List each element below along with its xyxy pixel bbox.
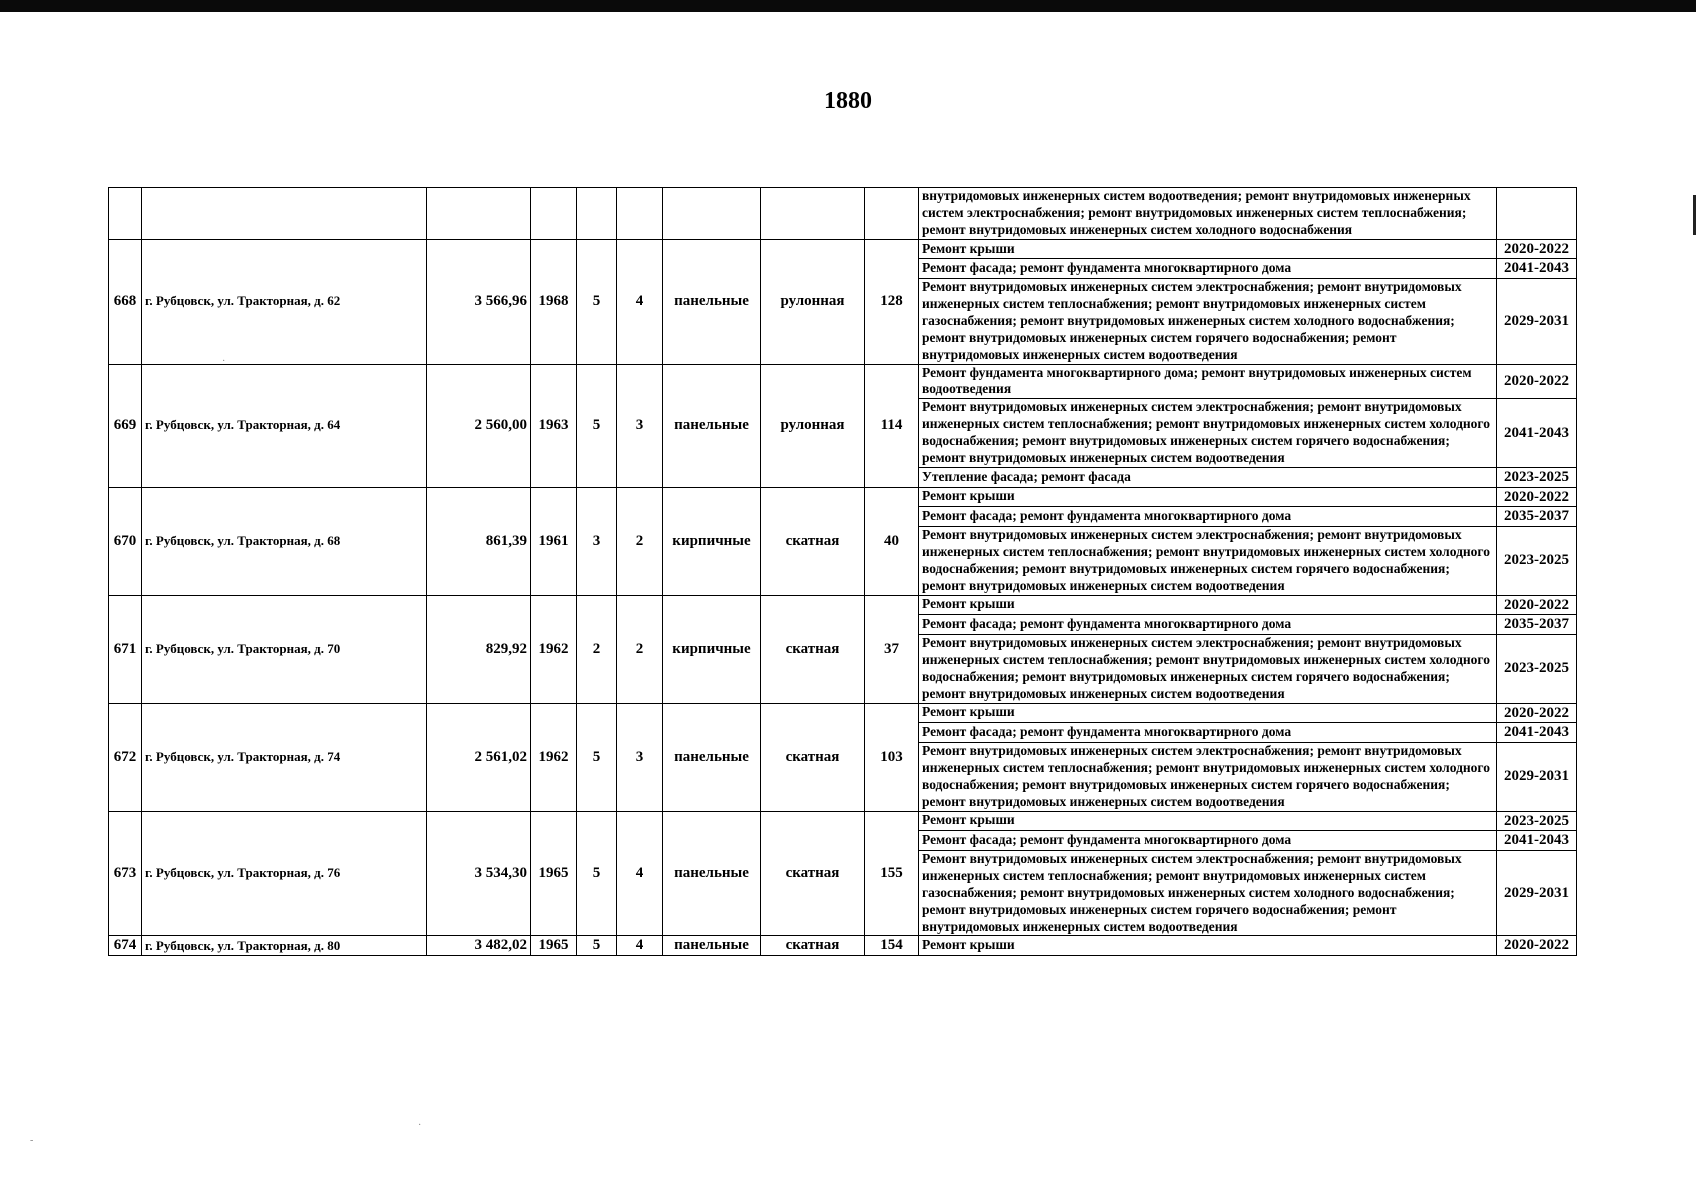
entrances-cell: 4	[617, 239, 663, 364]
residents-cell: 154	[865, 936, 919, 956]
address-cell: г. Рубцовск, ул. Тракторная, д. 70	[142, 595, 427, 703]
roof-cell: скатная	[761, 811, 865, 936]
years-cell: 2041-2043	[1497, 831, 1577, 851]
num-cell: 670	[109, 487, 142, 595]
residents-cell: 37	[865, 595, 919, 703]
walls-cell: кирпичные	[663, 595, 761, 703]
table-body	[109, 188, 1577, 956]
work-cell: Ремонт крыши	[919, 487, 1497, 507]
year-cell	[531, 188, 577, 240]
work-cell: Ремонт фундамента многоквартирного дома; ремонт внутридомовых инженерных систем водоотведения	[919, 364, 1497, 399]
address-cell: г. Рубцовск, ул. Тракторная, д. 80	[142, 936, 427, 956]
num-cell	[109, 188, 142, 240]
years-cell: 2029-2031	[1497, 279, 1577, 364]
address-cell: г. Рубцовск, ул. Тракторная, д. 74	[142, 703, 427, 811]
table-row	[109, 239, 1577, 259]
years-cell: 2023-2025	[1497, 467, 1577, 487]
work-cell: Ремонт фасада; ремонт фундамента многоквартирного дома	[919, 831, 1497, 851]
floors-cell: 5	[577, 364, 617, 487]
floors-cell: 5	[577, 811, 617, 936]
area-cell: 3 566,96	[427, 239, 531, 364]
area-cell: 3 482,02	[427, 936, 531, 956]
year-cell: 1968	[531, 239, 577, 364]
work-cell: Ремонт фасада; ремонт фундамента многоквартирного дома	[919, 723, 1497, 743]
table-row	[109, 703, 1577, 723]
residents-cell: 155	[865, 811, 919, 936]
roof-cell: скатная	[761, 487, 865, 595]
work-cell: Ремонт крыши	[919, 595, 1497, 615]
floors-cell: 3	[577, 487, 617, 595]
work-cell: Ремонт крыши	[919, 811, 1497, 831]
roof-cell: рулонная	[761, 364, 865, 487]
years-cell: 2020-2022	[1497, 703, 1577, 723]
residents-cell: 40	[865, 487, 919, 595]
work-cell: Ремонт внутридомовых инженерных систем электроснабжения; ремонт внутридомовых инженерных систем теплоснабжения; ремонт внутридомовых инженерных систем холодного водоснабжения; ремонт внутридомовых инженерных систем горячего водоснабжения; ремонт внутридомовых инженерных систем водоотведения	[919, 635, 1497, 704]
address-cell: г. Рубцовск, ул. Тракторная, д. 62	[142, 239, 427, 364]
entrances-cell: 4	[617, 811, 663, 936]
years-cell: 2020-2022	[1497, 936, 1577, 956]
entrances-cell: 2	[617, 487, 663, 595]
walls-cell: панельные	[663, 811, 761, 936]
table-row	[109, 364, 1577, 399]
floors-cell: 5	[577, 703, 617, 811]
table-row	[109, 811, 1577, 831]
year-cell: 1962	[531, 595, 577, 703]
years-cell: 2020-2022	[1497, 595, 1577, 615]
years-cell: 2020-2022	[1497, 487, 1577, 507]
work-cell: Ремонт фасада; ремонт фундамента многоквартирного дома	[919, 259, 1497, 279]
entrances-cell: 2	[617, 595, 663, 703]
area-cell: 2 561,02	[427, 703, 531, 811]
walls-cell: кирпичные	[663, 487, 761, 595]
floors-cell: 5	[577, 239, 617, 364]
num-cell: 671	[109, 595, 142, 703]
roof-cell: скатная	[761, 595, 865, 703]
work-cell: Ремонт внутридомовых инженерных систем электроснабжения; ремонт внутридомовых инженерных систем теплоснабжения; ремонт внутридомовых инженерных систем холодного водоснабжения; ремонт внутридомовых инженерных систем горячего водоснабжения; ремонт внутридомовых инженерных систем водоотведения	[919, 399, 1497, 468]
year-cell: 1963	[531, 364, 577, 487]
years-cell	[1497, 188, 1577, 240]
walls-cell: панельные	[663, 703, 761, 811]
num-cell: 674	[109, 936, 142, 956]
work-cell: Ремонт внутридомовых инженерных систем электроснабжения; ремонт внутридомовых инженерных систем теплоснабжения; ремонт внутридомовых инженерных систем холодного водоснабжения; ремонт внутридомовых инженерных систем горячего водоснабжения; ремонт внутридомовых инженерных систем водоотведения	[919, 527, 1497, 596]
num-cell: 669	[109, 364, 142, 487]
year-cell: 1965	[531, 811, 577, 936]
years-cell: 2020-2022	[1497, 364, 1577, 399]
scan-speck: ·	[222, 356, 226, 367]
scan-speck: -	[30, 1135, 34, 1146]
area-cell: 829,92	[427, 595, 531, 703]
floors-cell	[577, 188, 617, 240]
year-cell: 1962	[531, 703, 577, 811]
num-cell: 672	[109, 703, 142, 811]
walls-cell: панельные	[663, 936, 761, 956]
residents-cell: 103	[865, 703, 919, 811]
work-cell: внутридомовых инженерных систем водоотведения; ремонт внутридомовых инженерных систем электроснабжения; ремонт внутридомовых инженерных систем теплоснабжения; ремонт внутридомовых инженерных систем холодного водоснабжения	[919, 188, 1497, 240]
residents-cell: 128	[865, 239, 919, 364]
table-row	[109, 936, 1577, 956]
repair-program-table	[108, 187, 1577, 956]
scan-top-border	[0, 0, 1696, 12]
year-cell: 1961	[531, 487, 577, 595]
walls-cell	[663, 188, 761, 240]
work-cell: Ремонт крыши	[919, 239, 1497, 259]
work-cell: Ремонт крыши	[919, 936, 1497, 956]
work-cell: Ремонт фасада; ремонт фундамента многоквартирного дома	[919, 507, 1497, 527]
table-row	[109, 595, 1577, 615]
roof-cell: скатная	[761, 936, 865, 956]
walls-cell: панельные	[663, 239, 761, 364]
years-cell: 2023-2025	[1497, 527, 1577, 596]
years-cell: 2029-2031	[1497, 743, 1577, 812]
work-cell: Ремонт крыши	[919, 703, 1497, 723]
years-cell: 2029-2031	[1497, 851, 1577, 936]
years-cell: 2041-2043	[1497, 399, 1577, 468]
address-cell: г. Рубцовск, ул. Тракторная, д. 76	[142, 811, 427, 936]
address-cell: г. Рубцовск, ул. Тракторная, д. 64	[142, 364, 427, 487]
area-cell: 2 560,00	[427, 364, 531, 487]
year-cell: 1965	[531, 936, 577, 956]
work-cell: Ремонт внутридомовых инженерных систем электроснабжения; ремонт внутридомовых инженерных систем теплоснабжения; ремонт внутридомовых инженерных систем холодного водоснабжения; ремонт внутридомовых инженерных систем горячего водоснабжения; ремонт внутридомовых инженерных систем водоотведения	[919, 743, 1497, 812]
table-row-continued	[109, 188, 1577, 240]
years-cell: 2020-2022	[1497, 239, 1577, 259]
num-cell: 668	[109, 239, 142, 364]
area-cell: 861,39	[427, 487, 531, 595]
entrances-cell	[617, 188, 663, 240]
table-row	[109, 487, 1577, 507]
scan-speck: ·	[418, 1120, 422, 1131]
years-cell: 2041-2043	[1497, 723, 1577, 743]
work-cell: Ремонт внутридомовых инженерных систем электроснабжения; ремонт внутридомовых инженерных систем теплоснабжения; ремонт внутридомовых инженерных систем газоснабжения; ремонт внутридомовых инженерных систем холодного водоснабжения; ремонт внутридомовых инженерных систем горячего водоснабжения; ремонт внутридомовых инженерных систем водоотведения	[919, 279, 1497, 364]
entrances-cell: 4	[617, 936, 663, 956]
num-cell: 673	[109, 811, 142, 936]
address-cell: г. Рубцовск, ул. Тракторная, д. 68	[142, 487, 427, 595]
address-cell	[142, 188, 427, 240]
area-cell: 3 534,30	[427, 811, 531, 936]
entrances-cell: 3	[617, 703, 663, 811]
years-cell: 2023-2025	[1497, 811, 1577, 831]
years-cell: 2041-2043	[1497, 259, 1577, 279]
entrances-cell: 3	[617, 364, 663, 487]
work-cell: Ремонт внутридомовых инженерных систем электроснабжения; ремонт внутридомовых инженерных систем теплоснабжения; ремонт внутридомовых инженерных систем газоснабжения; ремонт внутридомовых инженерных систем холодного водоснабжения; ремонт внутридомовых инженерных систем горячего водоснабжения; ремонт внутридомовых инженерных систем водоотведения	[919, 851, 1497, 936]
years-cell: 2023-2025	[1497, 635, 1577, 704]
floors-cell: 5	[577, 936, 617, 956]
walls-cell: панельные	[663, 364, 761, 487]
roof-cell: скатная	[761, 703, 865, 811]
residents-cell: 114	[865, 364, 919, 487]
years-cell: 2035-2037	[1497, 615, 1577, 635]
work-cell: Утепление фасада; ремонт фасада	[919, 467, 1497, 487]
roof-cell	[761, 188, 865, 240]
years-cell: 2035-2037	[1497, 507, 1577, 527]
area-cell	[427, 188, 531, 240]
roof-cell: рулонная	[761, 239, 865, 364]
floors-cell: 2	[577, 595, 617, 703]
residents-cell	[865, 188, 919, 240]
page-number: 1880	[824, 88, 872, 114]
work-cell: Ремонт фасада; ремонт фундамента многоквартирного дома	[919, 615, 1497, 635]
